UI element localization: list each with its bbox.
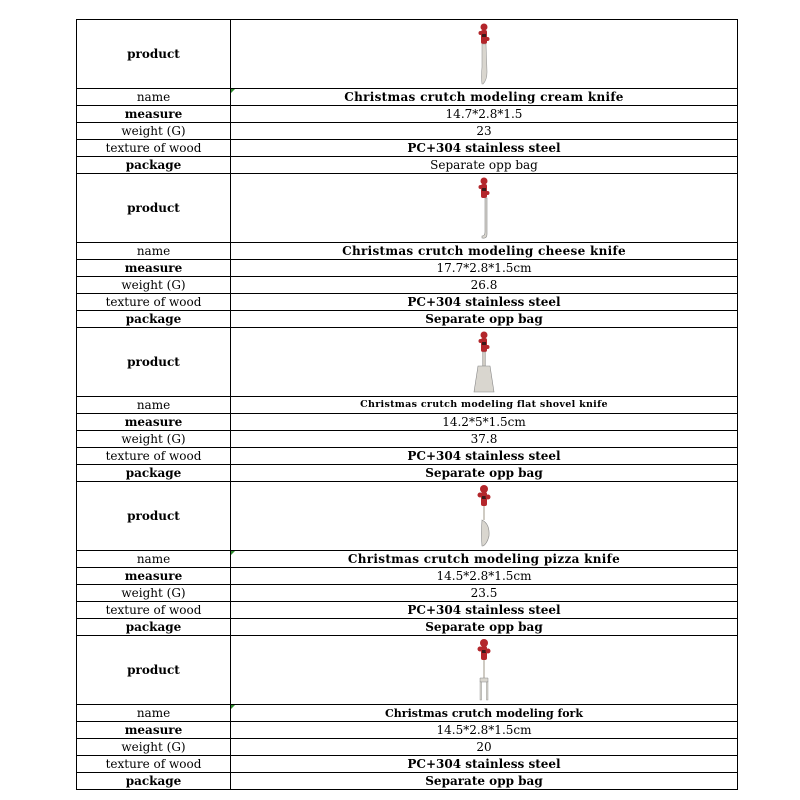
product-label: product xyxy=(77,174,231,243)
texture-label: texture of wood xyxy=(77,294,231,311)
name-row xyxy=(77,705,738,722)
package-label: package xyxy=(77,311,231,328)
package-value: Separate opp bag xyxy=(231,311,738,328)
texture-row xyxy=(77,602,738,619)
texture-value: PC+304 stainless steel xyxy=(231,602,738,619)
name-row xyxy=(77,243,738,260)
name-label xyxy=(77,705,231,722)
package-label: package xyxy=(77,619,231,636)
weight-label: weight (G) xyxy=(77,585,231,602)
cheese-knife-icon xyxy=(474,176,494,240)
name-value xyxy=(231,89,738,106)
cell-marker xyxy=(231,551,235,555)
texture-label: texture of wood xyxy=(77,602,231,619)
product-row xyxy=(77,174,738,243)
product-spec-table xyxy=(76,19,738,790)
texture-row xyxy=(77,294,738,311)
package-row xyxy=(77,157,738,174)
measure-value: 17.7*2.8*1.5cm xyxy=(231,260,738,277)
product-row xyxy=(77,482,738,551)
name-row xyxy=(77,89,738,106)
name-row xyxy=(77,397,738,414)
texture-value: PC+304 stainless steel xyxy=(231,140,738,157)
flat-shovel-knife-icon xyxy=(469,330,499,394)
measure-label: measure xyxy=(77,722,231,739)
weight-row xyxy=(77,123,738,140)
product-image-cell xyxy=(231,482,738,551)
package-row xyxy=(77,619,738,636)
product-row xyxy=(77,328,738,397)
measure-row xyxy=(77,414,738,431)
product-image-cell xyxy=(231,328,738,397)
measure-row xyxy=(77,568,738,585)
measure-row xyxy=(77,260,738,277)
measure-label: measure xyxy=(77,414,231,431)
weight-row xyxy=(77,739,738,756)
texture-label: texture of wood xyxy=(77,448,231,465)
fork-icon xyxy=(474,638,494,702)
name-value-text: Christmas crutch modeling fork xyxy=(385,706,583,720)
measure-label: measure xyxy=(77,260,231,277)
product-label: product xyxy=(77,20,231,89)
name-value: Christmas crutch modeling cheese knife xyxy=(231,243,738,260)
name-label xyxy=(77,89,231,106)
package-label: package xyxy=(77,773,231,790)
package-value: Separate opp bag xyxy=(231,619,738,636)
measure-value: 14.5*2.8*1.5cm xyxy=(231,722,738,739)
name-label: name xyxy=(77,397,231,414)
weight-label: weight (G) xyxy=(77,123,231,140)
measure-label: measure xyxy=(77,568,231,585)
package-row xyxy=(77,773,738,790)
product-image-cell xyxy=(231,636,738,705)
weight-value: 23.5 xyxy=(231,585,738,602)
measure-row xyxy=(77,106,738,123)
weight-label: weight (G) xyxy=(77,739,231,756)
product-label: product xyxy=(77,636,231,705)
package-value: Separate opp bag xyxy=(231,465,738,482)
measure-row xyxy=(77,722,738,739)
name-value xyxy=(231,551,738,568)
texture-label: texture of wood xyxy=(77,756,231,773)
weight-value: 23 xyxy=(231,123,738,140)
pizza-knife-icon xyxy=(472,484,496,548)
product-image-cell xyxy=(231,20,738,89)
texture-value: PC+304 stainless steel xyxy=(231,756,738,773)
package-row xyxy=(77,465,738,482)
product-label: product xyxy=(77,482,231,551)
product-label: product xyxy=(77,328,231,397)
weight-value: 20 xyxy=(231,739,738,756)
name-label-text: name xyxy=(136,706,171,720)
name-value: Christmas crutch modeling flat shovel knife xyxy=(231,397,738,414)
weight-label: weight (G) xyxy=(77,277,231,294)
weight-value: 37.8 xyxy=(231,431,738,448)
measure-value: 14.5*2.8*1.5cm xyxy=(231,568,738,585)
weight-label: weight (G) xyxy=(77,431,231,448)
product-image-cell xyxy=(231,174,738,243)
texture-row xyxy=(77,140,738,157)
cell-marker xyxy=(231,89,235,93)
weight-value: 26.8 xyxy=(231,277,738,294)
cell-marker xyxy=(231,705,235,709)
texture-value: PC+304 stainless steel xyxy=(231,294,738,311)
texture-row xyxy=(77,448,738,465)
name-value-text: Christmas crutch modeling cream knife xyxy=(344,90,624,104)
cream-knife-icon xyxy=(474,22,494,86)
product-row xyxy=(77,636,738,705)
texture-label: texture of wood xyxy=(77,140,231,157)
texture-row xyxy=(77,756,738,773)
name-label: name xyxy=(77,551,231,568)
weight-row xyxy=(77,277,738,294)
package-label: package xyxy=(77,157,231,174)
name-value-text: Christmas crutch modeling pizza knife xyxy=(347,552,621,566)
name-label: name xyxy=(77,243,231,260)
texture-value: PC+304 stainless steel xyxy=(231,448,738,465)
measure-value: 14.7*2.8*1.5 xyxy=(231,106,738,123)
package-label: package xyxy=(77,465,231,482)
package-value: Separate opp bag xyxy=(231,773,738,790)
weight-row xyxy=(77,585,738,602)
product-row xyxy=(77,20,738,89)
package-value: Separate opp bag xyxy=(231,157,738,174)
name-row xyxy=(77,551,738,568)
weight-row xyxy=(77,431,738,448)
name-value xyxy=(231,705,738,722)
package-row xyxy=(77,311,738,328)
measure-label: measure xyxy=(77,106,231,123)
name-label-text: name xyxy=(136,90,171,104)
measure-value: 14.2*5*1.5cm xyxy=(231,414,738,431)
